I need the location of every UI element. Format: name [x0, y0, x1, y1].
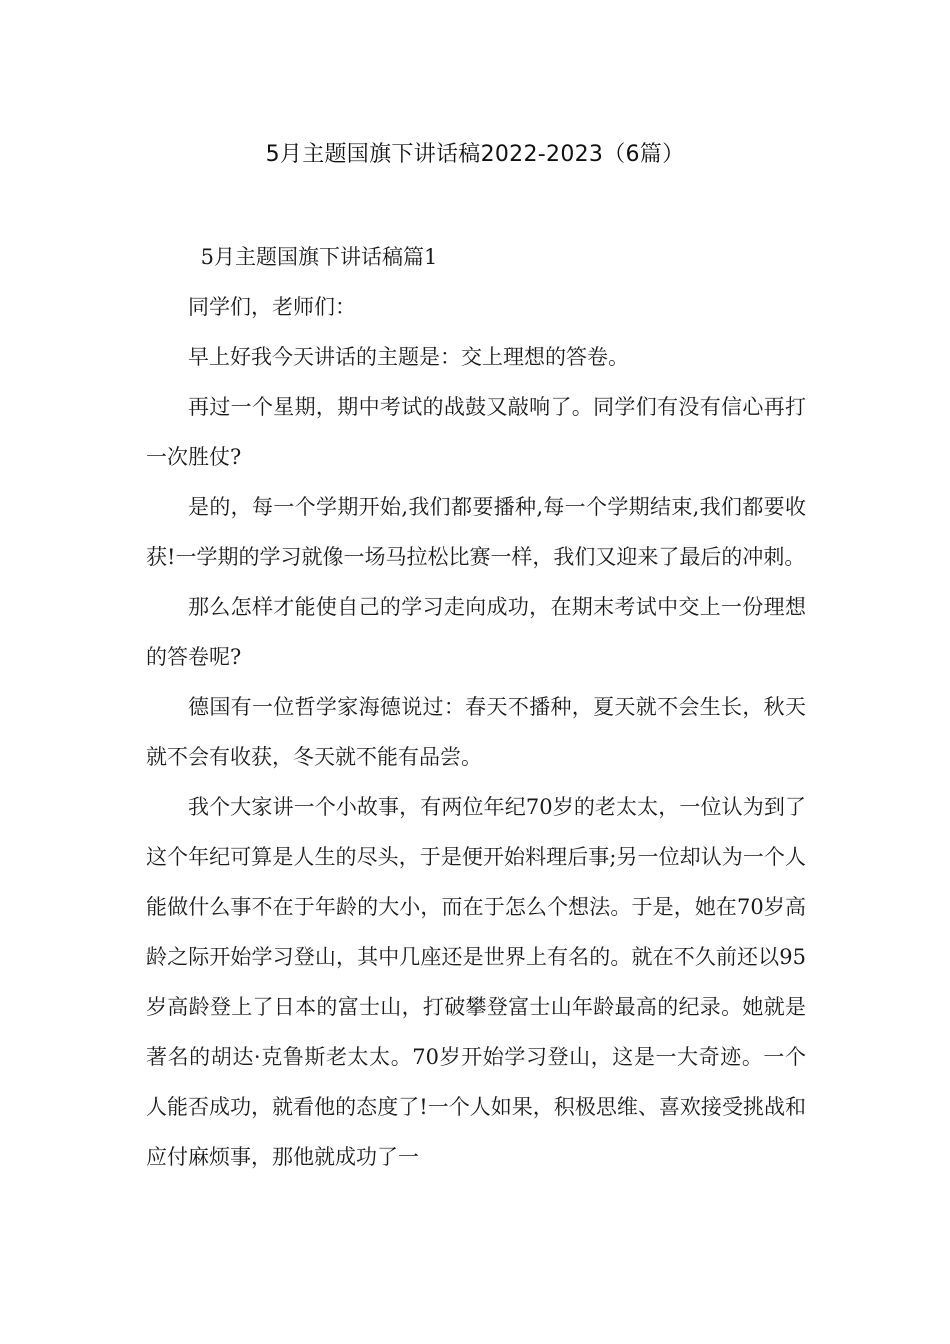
document-title: 5月主题国旗下讲话稿2022-2023（6篇）: [265, 142, 685, 167]
paragraph: 再过一个星期，期中考试的战鼓又敲响了。同学们有没有信心再打一次胜仗?: [146, 395, 806, 469]
paragraph: 德国有一位哲学家海德说过：春天不播种，夏天就不会生长，秋天就不会有收获，冬天就不能有品尝。: [146, 695, 806, 769]
document-body: [146, 232, 806, 1182]
section-heading: 5月主题国旗下讲话稿篇1: [200, 245, 438, 269]
paragraph: 同学们，老师们：: [188, 295, 356, 319]
paragraph: 那么怎样才能使自己的学习走向成功，在期末考试中交上一份理想的答卷呢?: [146, 595, 806, 669]
paragraph: 是的，每一个学期开始,我们都要播种,每一个学期结束,我们都要收获!一学期的学习就像一场马拉松比赛一样，我们又迎来了最后的冲刺。: [146, 495, 806, 569]
paragraph: 早上好我今天讲话的主题是：交上理想的答卷。: [188, 345, 629, 369]
paragraph: 我个大家讲一个小故事，有两位年纪70岁的老太太，一位认为到了这个年纪可算是人生的尽头，于是便开始料理后事;另一位却认为一个人能做什么事不在于年龄的大小，而在于怎么个想法。于是，她在70岁高龄之际开始学习登山，其中几座还是世界上有名的。就在不久前还以95岁高龄登上了日本的富士山，打破攀登富士山年龄最高的纪录。她就是著名的胡达·克鲁斯老太太。70岁开始学习登山，这是一大奇迹。一个人能否成功，就看他的态度了!一个人如果，积极思维、喜欢接受挑战和应付麻烦事，那他就成功了一: [146, 795, 806, 1169]
